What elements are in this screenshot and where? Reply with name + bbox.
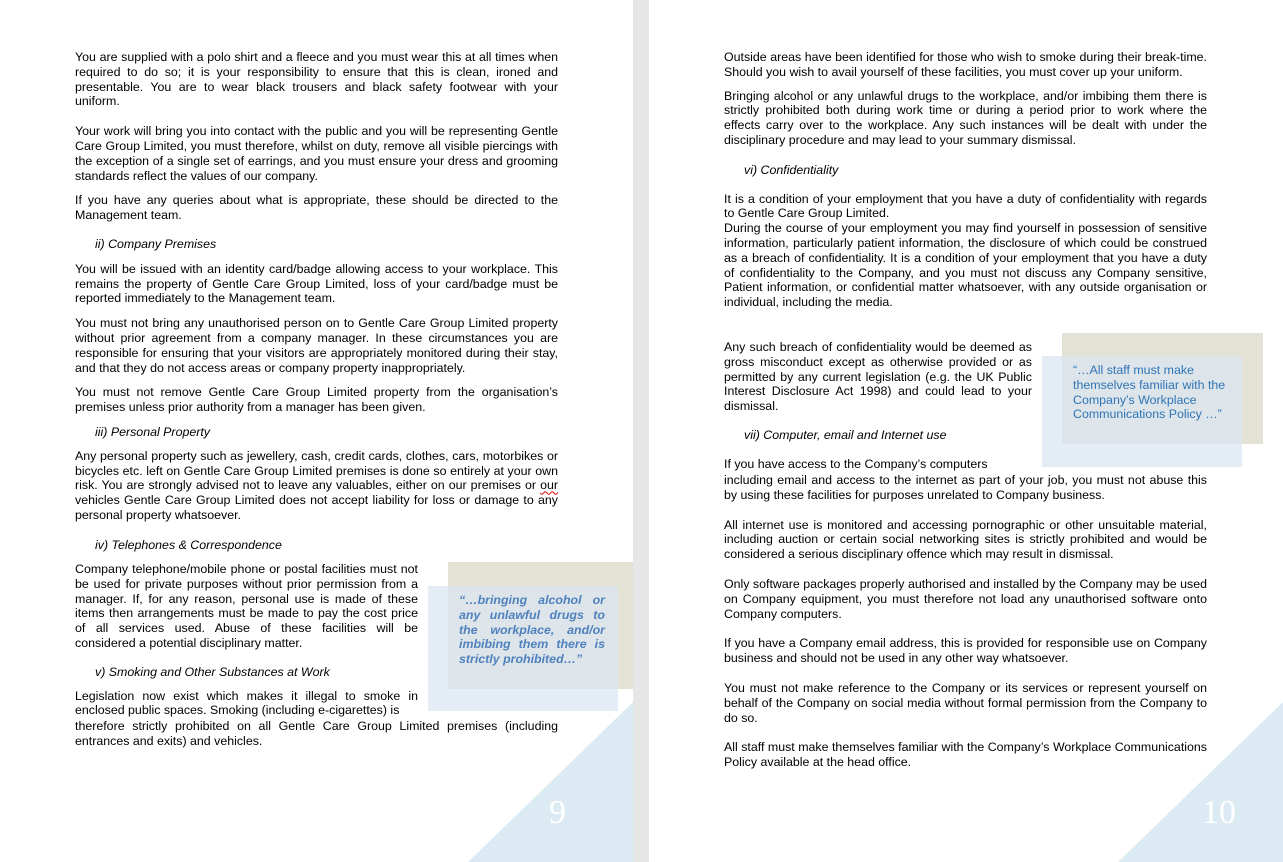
page-gutter — [633, 0, 649, 862]
paragraph-personal-property: Any personal property such as jewellery, cash, credit cards, clothes, cars, motorbikes or bicycles etc. left on Gentle Care Group Limited premises is done so entirely at your own risk. You are strongly advised not to leave any valuables, either on our premises or our vehicles Gentle Care Group Limited does not accept liability for loss or damage to any personal property whatsoever. — [75, 448, 558, 522]
paragraph-sensitive-information: During the course of your employment you may find yourself in possession of sensitive information, particularly patient information, the disclosure of which could be construed as a breach of confidentiality. It is a condition of your employment that you have a duty of confidentiality to the Company, and you must not discuss any Company sensitive, Patient information, or confidential matter whatsoever, with any outside organisation or individual, including the media. — [724, 221, 1207, 310]
paragraph-id-card: You will be issued with an identity card/badge allowing access to your workplace. This remains the property of Gentle Care Group Limited, loss of your card/badge must be reported immediately to the Management team. — [75, 261, 558, 306]
paragraph-communications-policy: All staff must make themselves familiar with the Company’s Workplace Communications Policy available at the head office. — [724, 740, 1207, 770]
paragraph-visitors: You must not bring any unauthorised person on to Gentle Care Group Limited property without prior agreement from a company manager. In these circumstances you are responsible for ensuring that your visitors are appropriately monitored during their stay, and that they do not access areas or company property inappropriately. — [75, 316, 558, 375]
heading-confidentiality: vi) Confidentiality — [744, 162, 839, 177]
heading-personal-property: iii) Personal Property — [95, 424, 211, 439]
heading-computer-use: vii) Computer, email and Internet use — [744, 427, 947, 442]
paragraph-alcohol: Bringing alcohol or any unlawful drugs to the workplace, and/or imbibing them there is strictly prohibited both during work time or during a period prior to work where the effects carry over to the workplace. Any such instances will be dealt with under the disciplinary procedure and may lead to your summary dismissal. — [724, 88, 1207, 147]
right-body-top — [724, 50, 1207, 310]
paragraph-computer-access: If you have access to the Company’s computers — [724, 456, 988, 471]
spelling-flag: our — [540, 478, 558, 493]
document-page-9 — [0, 0, 633, 862]
left-body-bottom — [75, 719, 558, 749]
paragraph-legislation: Legislation now exist which makes it illegal to smoke in enclosed public spaces. Smoking (including e-cigarettes) is — [75, 688, 418, 718]
paragraph-queries: If you have any queries about what is appropriate, these should be directed to the Management team. — [75, 193, 558, 223]
paragraph-appearance: Your work will bring you into contact with the public and you will be representing Gentle Care Group Limited, you must therefore, whilst on duty, remove all visible piercings with the exception of a single set of earrings, and you must ensure your dress and grooming standards reflect the values of our company. — [75, 124, 558, 183]
document-page-10 — [649, 0, 1283, 862]
paragraph-software: Only software packages properly authorised and installed by the Company may be used on Company equipment, you must therefore not load any unauthorised software onto Company computers. — [724, 576, 1207, 621]
right-body-narrow — [724, 340, 1032, 472]
page-number: 9 — [549, 794, 566, 831]
paragraph-computer-abuse: including email and access to the internet as part of your job, you must not abuse this by using these facilities for purposes unrelated to Company business. — [724, 473, 1207, 502]
paragraph-breach: Any such breach of confidentiality would be deemed as gross misconduct except as otherwise provided or as permitted by any current legislation (e.g. the UK Public Interest Disclosure Act 1998) and could lead to your dismissal. — [724, 340, 1032, 414]
paragraph-email: If you have a Company email address, this is provided for responsible use on Company business and should not be used in any other way whatsoever. — [724, 636, 1207, 666]
paragraph-social-media: You must not make reference to the Company or its services or represent yourself on behalf of the Company on social media without formal permission from the Company to do so. — [724, 680, 1207, 725]
paragraph-telephones: Company telephone/mobile phone or postal facilities must not be used for private purposes without prior permission from a manager. If, for any reason, personal use is made of these items then arrangements must be made to pay the cost price of all services used. Abuse of these facilities will be considered a potential disciplinary matter. — [75, 562, 418, 650]
heading-telephones: iv) Telephones & Correspondence — [95, 537, 282, 552]
left-body-top — [75, 50, 558, 553]
paragraph-company-property: You must not remove Gentle Care Group Limited property from the organisation’s premises unless prior authority from a manager has been given. — [75, 385, 558, 415]
paragraph-uniform: You are supplied with a polo shirt and a fleece and you must wear this at all times when required to do so; it is your responsibility to ensure that this is clean, ironed and presentable. You are to wear black trousers and black safety footwear with your uniform. — [75, 50, 558, 109]
heading-company-premises: ii) Company Premises — [95, 236, 217, 251]
right-body-bottom — [724, 473, 1207, 770]
pull-quote-text: “…bringing alcohol or any unlawful drugs to the workplace, and/or imbibing them there is strictly prohibited…” — [459, 593, 605, 667]
paragraph-smoking-prohibited: therefore strictly prohibited on all Gentle Care Group Limited premises (including entrances and exits) and vehicles. — [75, 719, 558, 748]
left-body-narrow — [75, 562, 418, 718]
page-number: 10 — [1202, 794, 1236, 831]
paragraph-internet-monitoring: All internet use is monitored and accessing pornographic or other unsuitable material, including auction or certain social networking sites is strictly prohibited and would be considered a serious disciplinary offence which may result in dismissal. — [724, 517, 1207, 562]
paragraph-confidentiality-duty: It is a condition of your employment that you have a duty of confidentiality with regards to Gentle Care Group Limited. — [724, 191, 1207, 221]
paragraph-smoking-areas: Outside areas have been identified for those who wish to smoke during their break-time. Should you wish to avail yourself of these facilities, you must cover up your uniform. — [724, 50, 1207, 79]
heading-smoking: v) Smoking and Other Substances at Work — [95, 664, 330, 679]
pull-quote-text: “…All staff must make themselves familiar with the Company’s Workplace Communications Policy …” — [1073, 363, 1226, 422]
